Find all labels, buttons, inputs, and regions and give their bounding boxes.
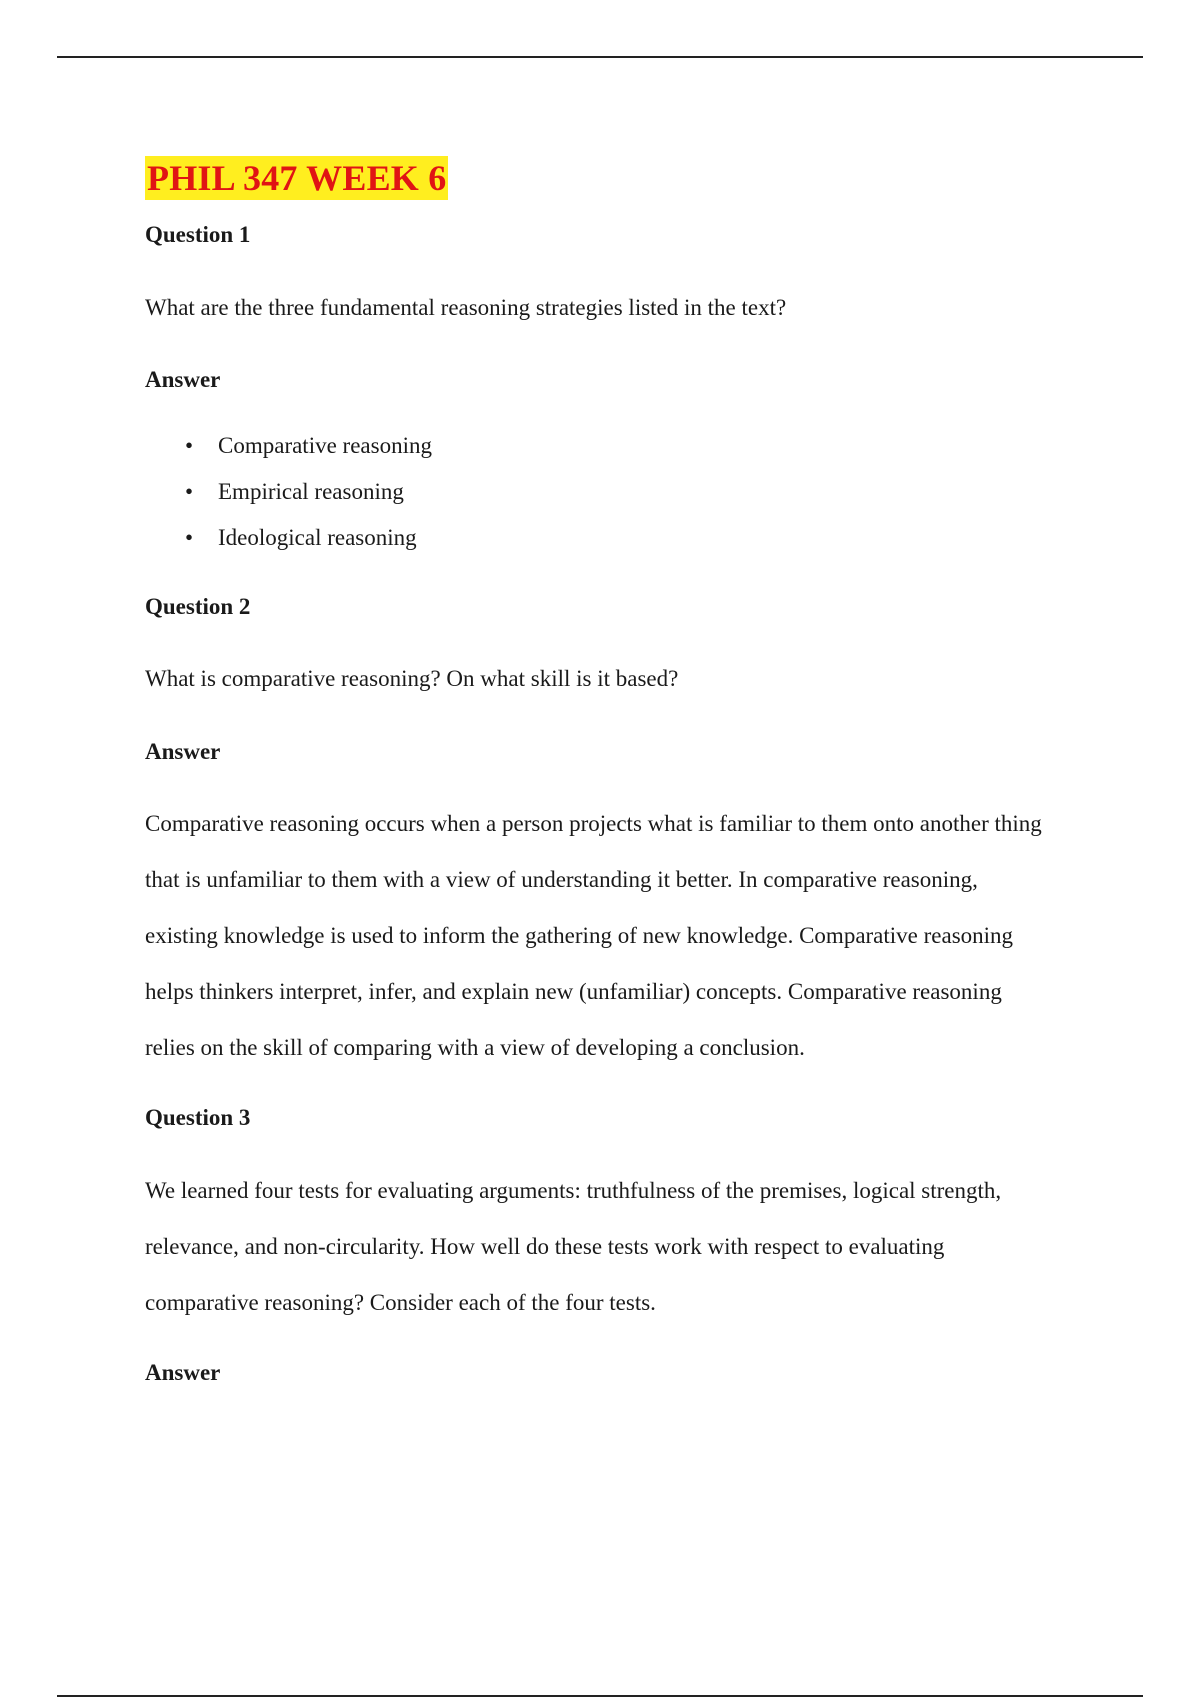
paragraph-line: that is unfamiliar to them with a view of understanding it better. In comparative reasoning, <box>145 867 978 892</box>
paragraph-line: relevance, and non-circularity. How well do these tests work with respect to evaluating <box>145 1234 945 1259</box>
top-rule <box>57 56 1143 58</box>
paragraph-line: Comparative reasoning occurs when a person projects what is familiar to them onto another thing <box>145 811 1042 836</box>
question-3-label: Question 3 <box>145 1105 251 1130</box>
bullet-icon: • <box>185 479 194 504</box>
answer-3-label: Answer <box>145 1360 221 1385</box>
list-item <box>185 524 432 570</box>
question-2-label: Question 2 <box>145 594 251 619</box>
paragraph-line: relies on the skill of comparing with a view of developing a conclusion. <box>145 1035 805 1060</box>
paragraph-line: comparative reasoning? Consider each of the four tests. <box>145 1290 656 1315</box>
bullet-icon: • <box>185 525 194 550</box>
paragraph-line: We learned four tests for evaluating arguments: truthfulness of the premises, logical strength, <box>145 1178 1002 1203</box>
list-item-text: Empirical reasoning <box>218 479 404 504</box>
bullet-icon: • <box>185 433 194 458</box>
list-item-text: Comparative reasoning <box>218 433 432 458</box>
bottom-rule <box>57 1695 1143 1697</box>
answer-2-paragraph <box>145 810 1135 1090</box>
question-3-paragraph <box>145 1177 1135 1345</box>
list-item <box>185 478 432 524</box>
question-1-text: What are the three fundamental reasoning strategies listed in the text? <box>145 295 787 320</box>
answer-1-label: Answer <box>145 367 221 392</box>
paragraph-line: existing knowledge is used to inform the gathering of new knowledge. Comparative reasoning <box>145 923 1014 948</box>
list-item-text: Ideological reasoning <box>218 525 417 550</box>
answer-2-label: Answer <box>145 739 221 764</box>
paragraph-line: helps thinkers interpret, infer, and explain new (unfamiliar) concepts. Comparative reasoning <box>145 979 1002 1004</box>
answer-1-list <box>185 432 432 570</box>
question-1-label: Question 1 <box>145 222 251 247</box>
question-2-text: What is comparative reasoning? On what skill is it based? <box>145 666 679 691</box>
list-item <box>185 432 432 478</box>
page-title: PHIL 347 WEEK 6 <box>147 158 447 198</box>
